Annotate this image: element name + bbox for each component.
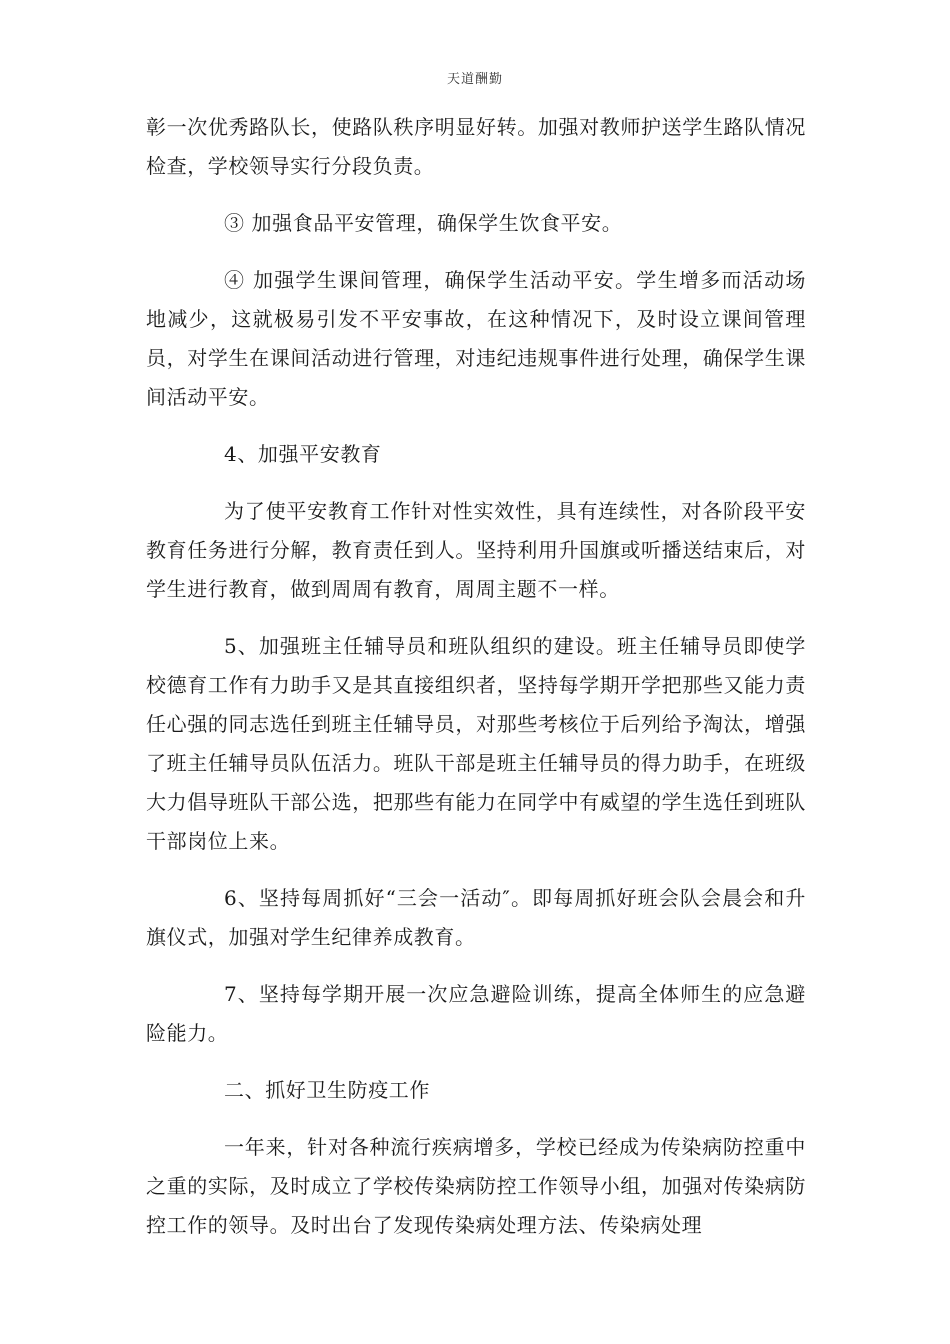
paragraph-5: 为了使平安教育工作针对性实效性，具有连续性，对各阶段平安教育任务进行分解，教育责任到人。坚持利用升国旗或听播送结束后，对学生进行教育，做到周周有教育，周周主题不一样。 [146, 499, 806, 601]
page-header: 天道酬勤 [446, 72, 503, 87]
paragraph-10: 一年来，针对各种流行疾病增多，学校已经成为传染病防控重中之重的实际，及时成立了学校传染病防控工作领导小组，加强对传染病防控工作的领导。及时出台了发现传染病处理方法、传染病处理 [146, 1135, 806, 1237]
paragraph-3: ④ 加强学生课间管理，确保学生活动平安。学生增多而活动场地减少，这就极易引发不平安事故，在这种情况下，及时设立课间管理员，对学生在课间活动进行管理，对违纪违规事件进行处理，确保学生课间活动平安。 [146, 268, 806, 409]
paragraph-7: 6、坚持每周抓好“三会一活动″。即每周抓好班会队会晨会和升旗仪式，加强对学生纪律养成教育。 [146, 886, 806, 949]
document-body [146, 108, 806, 1263]
section-heading-2: 二、抓好卫生防疫工作 [224, 1078, 430, 1102]
paragraph-2: ③ 加强食品平安管理，确保学生饮食平安。 [224, 211, 623, 235]
section-heading-4: 4、加强平安教育 [224, 442, 382, 466]
paragraph-6: 5、加强班主任辅导员和班队组织的建设。班主任辅导员即使学校德育工作有力助手又是其直接组织者，坚持每学期开学把那些又能力责任心强的同志选任到班主任辅导员，对那些考核位于后列给予淘汰，增强了班主任辅导员队伍活力。班队干部是班主任辅导员的得力助手，在班级大力倡导班队干部公选，把那些有能力在同学中有威望的学生选任到班队干部岗位上来。 [146, 634, 806, 853]
paragraph-1: 彰一次优秀路队长，使路队秩序明显好转。加强对教师护送学生路队情况检查，学校领导实行分段负责。 [146, 115, 806, 178]
paragraph-8: 7、坚持每学期开展一次应急避险训练，提高全体师生的应急避险能力。 [146, 982, 806, 1045]
